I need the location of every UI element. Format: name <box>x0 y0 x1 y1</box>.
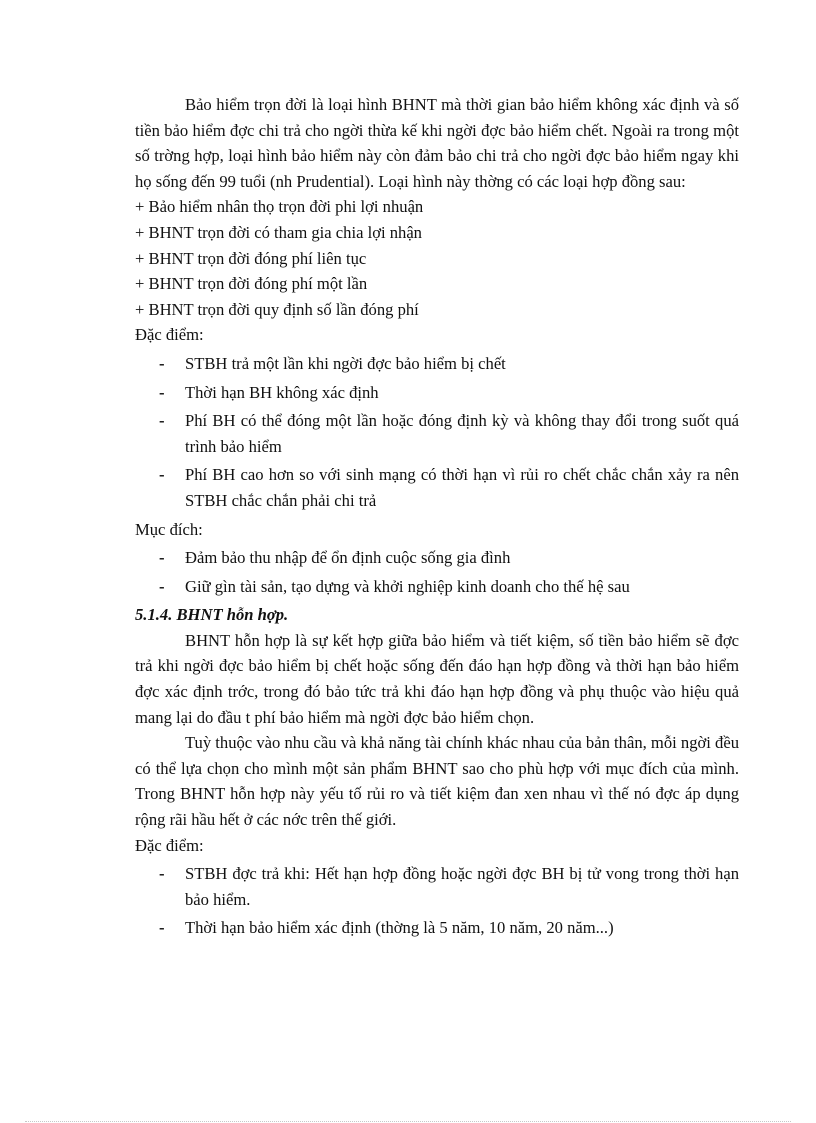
contract-type-item: + BHNT trọn đời đóng phí một lần <box>135 274 368 294</box>
list-item <box>135 462 739 513</box>
list-item-text: Phí BH cao hơn so với sinh mạng có thời hạn vì rủi ro chết chắc chắn xảy ra nên STBH chắc chắn phải chi trả <box>185 465 739 510</box>
list-item <box>135 545 739 571</box>
list-item-text: Thời hạn bảo hiểm xác định (thờng là 5 năm, 10 năm, 20 năm...) <box>185 918 614 938</box>
list-item-text: Đảm bảo thu nhập để ổn định cuộc sống gia đình <box>185 548 511 568</box>
list-item-text: Thời hạn BH không xác định <box>185 382 379 402</box>
whole-life-features-list <box>135 351 739 514</box>
page-bottom-divider <box>25 1121 791 1122</box>
list-item <box>135 380 739 406</box>
list-item-text: Giữ gìn tài sản, tạo dựng và khởi nghiệp kinh doanh cho thế hệ sau <box>185 576 630 596</box>
contract-type-item: + BHNT trọn đời quy định số lần đóng phí <box>135 299 419 319</box>
list-item-text: STBH trả một lần khi ngời đợc bảo hiểm bị chết <box>185 353 506 373</box>
contract-type-item: + BHNT trọn đời đóng phí liên tục <box>135 248 367 268</box>
list-item <box>135 408 739 459</box>
whole-life-purpose-label: Mục đích: <box>135 519 203 539</box>
list-item <box>135 861 739 912</box>
list-item-text: Phí BH có thể đóng một lần hoặc đóng định kỳ và không thay đổi trong suốt quá trình bảo hiểm <box>185 411 739 456</box>
document-page <box>135 92 739 944</box>
dash-bullet: - <box>159 382 165 402</box>
mixed-features-list <box>135 861 739 941</box>
mixed-insurance-paragraph-1: BHNT hỗn hợp là sự kết hợp giữa bảo hiểm và tiết kiệm, số tiền bảo hiểm sẽ đợc trả khi ngời đợc bảo hiểm bị chết hoặc sống đến đáo hạn hợp đồng và thời hạn bảo hiểm đợc xác định trớc, trong đó bảo tức trả khi đáo hạn hợp đồng và phụ thuộc vào hiệu quả mang lại do đầu t phí bảo hiểm mà ngời đợc bảo hiểm chọn. <box>135 630 739 727</box>
whole-life-purpose-list <box>135 545 739 599</box>
contract-type-item: + BHNT trọn đời có tham gia chia lợi nhận <box>135 222 422 242</box>
list-item <box>135 915 739 941</box>
mixed-features-label: Đặc điểm: <box>135 835 204 855</box>
dash-bullet: - <box>159 353 165 373</box>
dash-bullet: - <box>159 548 165 568</box>
contract-type-item: + Bảo hiểm nhân thọ trọn đời phi lợi nhuận <box>135 197 424 217</box>
list-item <box>135 351 739 377</box>
mixed-insurance-paragraph-2: Tuỳ thuộc vào nhu cầu và khả năng tài chính khác nhau của bản thân, mỗi ngời đều có thể lựa chọn cho mình một sản phẩm BHNT sao cho phù hợp với mục đích của mình. Trong BHNT hỗn hợp này yếu tố rủi ro và tiết kiệm đan xen nhau vì thế nó đợc áp dụng rộng rãi hầu hết ở các nớc trên thế giới. <box>135 733 739 830</box>
dash-bullet: - <box>159 411 165 431</box>
whole-life-features-label: Đặc điểm: <box>135 325 204 345</box>
list-item <box>135 574 739 600</box>
mixed-insurance-heading: 5.1.4. BHNT hỗn hợp. <box>135 605 289 625</box>
dash-bullet: - <box>159 864 165 884</box>
dash-bullet: - <box>159 918 165 938</box>
contract-types-list <box>135 194 739 322</box>
whole-life-intro-paragraph: Bảo hiểm trọn đời là loại hình BHNT mà thời gian bảo hiểm không xác định và số tiền bảo hiểm đợc chi trả cho ngời thừa kế khi ngời đợc bảo hiểm chết. Ngoài ra trong một số trờng hợp, loại hình bảo hiểm này còn đảm bảo chi trả cho ngời đợc bảo hiểm ngay khi họ sống đến 99 tuổi (nh Prudential). Loại hình này thờng có các loại hợp đồng sau: <box>135 95 739 191</box>
dash-bullet: - <box>159 465 165 485</box>
dash-bullet: - <box>159 576 165 596</box>
list-item-text: STBH đợc trả khi: Hết hạn hợp đồng hoặc ngời đợc BH bị tử vong trong thời hạn bảo hiểm. <box>185 864 739 909</box>
